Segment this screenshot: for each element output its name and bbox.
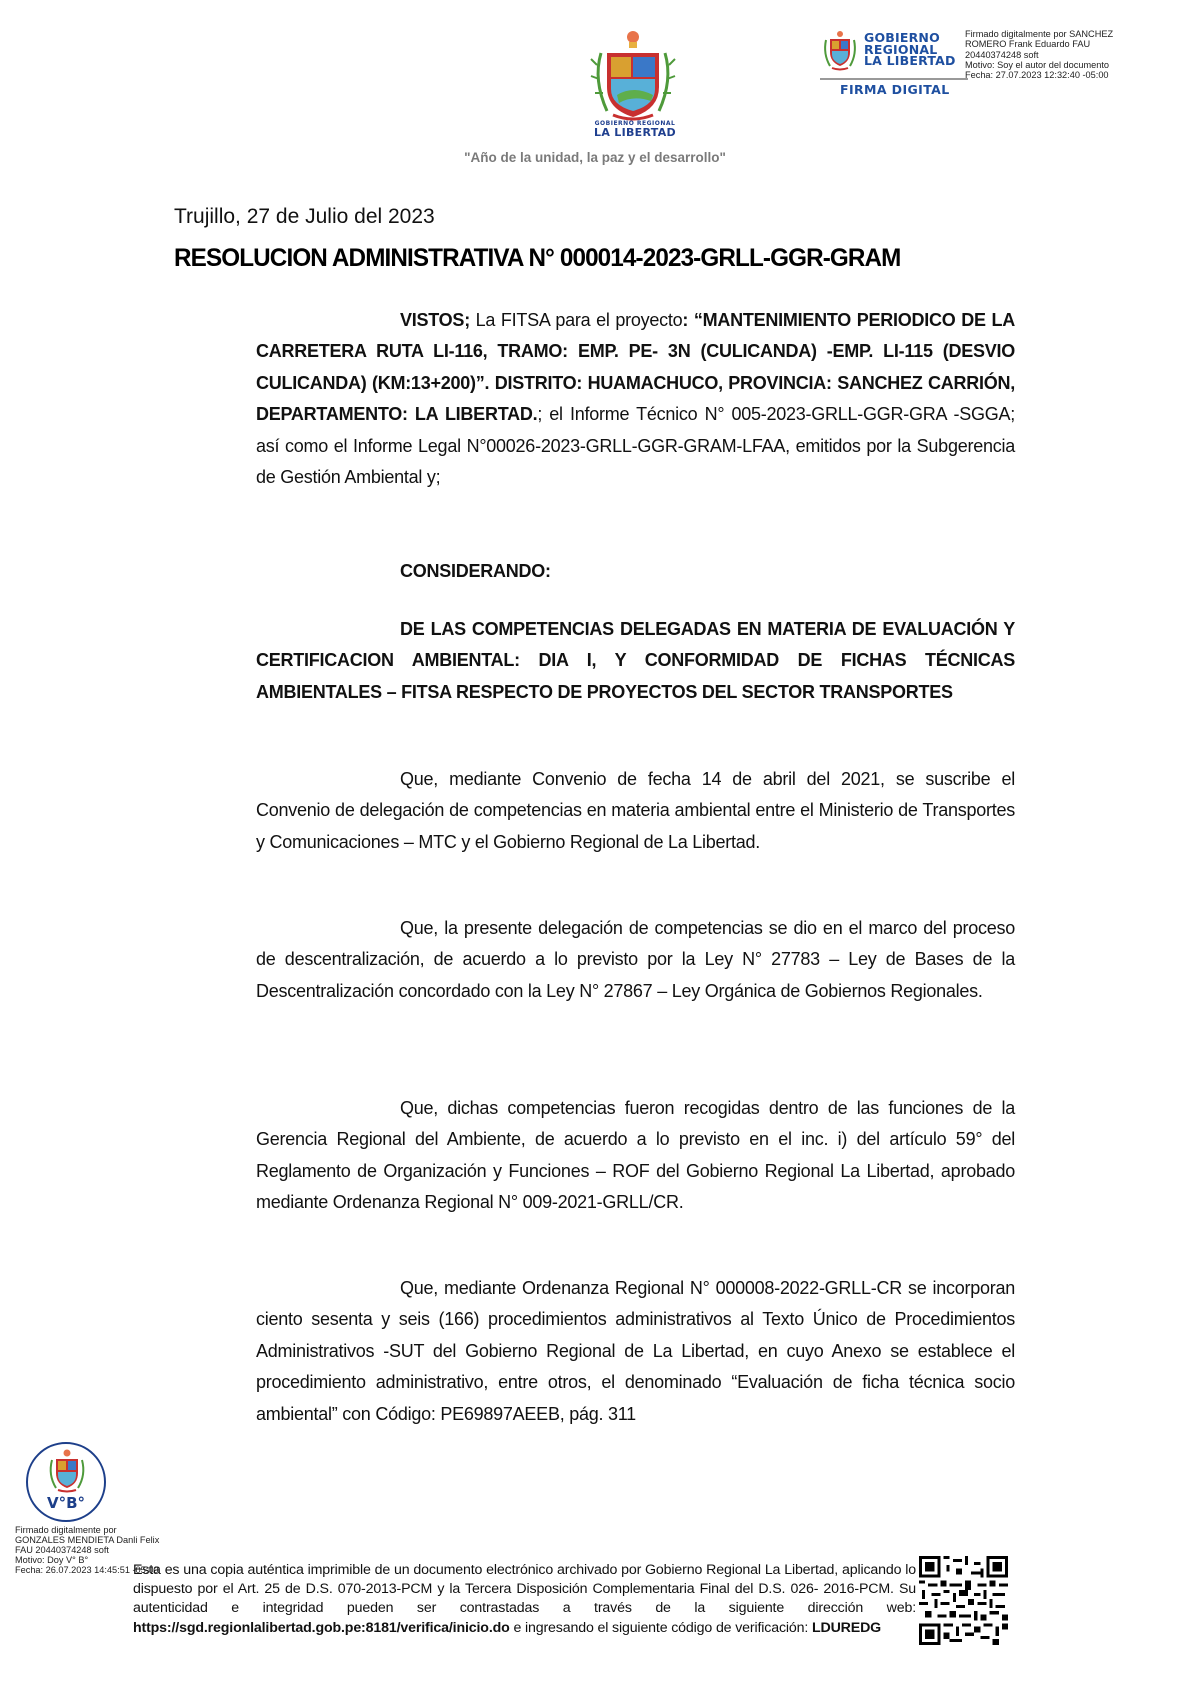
vistos-paragraph: VISTOS; La FITSA para el proyecto: “MANTENIMIENTO PERIODICO DE LA CARRETERA RUTA LI-116, TRAMO: EMP. PE- 3N (CULICANDA) -EMP. LI-115 (DESVIO CULICANDA) (KM:13+200)”. DISTRITO: HUAMACHUCO, PROVINCIA: SANCHEZ CARRIÓN, DEPARTAMENTO: LA LIBERTAD.; el Informe Técnico N° 005-2023-GRLL-GGR-GRA -SGGA; así como el Informe Legal N°00026-2023-GRLL-GGR-GRAM-LFAA, emitidos por la Subgerencia de Gestión Ambiental y; [256, 310, 1015, 488]
resolution-title: RESOLUCION ADMINISTRATIVA N° 000014-2023-GRLL-GGR-GRAM [174, 244, 901, 272]
considerando-heading: CONSIDERANDO: [400, 561, 551, 581]
coat-of-arms-icon [45, 1448, 89, 1494]
verification-url[interactable]: https://sgd.regionlalibertad.gob.pe:8181/verifica/inicio.do [133, 1619, 510, 1636]
crest-caption [570, 121, 700, 138]
paragraph: Que, mediante Ordenanza Regional N° 000008-2022-GRLL-CR se incorporan ciento sesenta y seis (166) procedimientos administrativos al Texto Único de Procedimientos Administrativos -SUT del Gobierno Regional de La Libertad, en cuyo Anexo se establece el procedimiento administrativo, entre otros, el denominado “Evaluación de ficha técnica socio ambiental” con Código: PE69897AEEB, pág. 311 [256, 1278, 1015, 1424]
place-and-date: Trujillo, 27 de Julio del 2023 [174, 205, 435, 228]
project-name: : “MANTENIMIENTO PERIODICO DE LA CARRETERA RUTA LI-116, TRAMO: EMP. PE- 3N (CULICANDA) -EMP. LI-115 (DESVIO CULICANDA) (KM:13+200)”. DISTRITO: HUAMACHUCO, PROVINCIA: SANCHEZ CARRIÓN, DEPARTAMENTO: LA LIBERTAD. [256, 310, 1015, 425]
firma-digital-logo [820, 28, 970, 96]
paragraph: Que, dichas competencias fueron recogidas dentro de las funciones de la Gerencia Regional del Ambiente, de acuerdo a lo previsto en el inc. i) del artículo 59° del Reglamento de Organización y Funciones – ROF del Gobierno Regional La Libertad, aprobado mediante Ordenanza Regional N° 009-2021-GRLL/CR. [256, 1098, 1015, 1213]
vobo-signature-stamp: Firmado digitalmente por GONZALES MENDIETA Danli Felix FAU 20440374248 soft Motivo: Doy V° B° Fecha: 26.07.2023 14:45:51 -05:00 [15, 1525, 160, 1575]
year-motto: "Año de la unidad, la paz y el desarrollo" [464, 150, 726, 165]
firma-digital-label: FIRMA DIGITAL [840, 82, 950, 97]
paragraph: Que, mediante Convenio de fecha 14 de abril del 2021, se suscribe el Convenio de delegación de competencias en materia ambiental entre el Ministerio de Transportes y Comunicaciones – MTC y el Gobierno Regional de La Libertad. [256, 769, 1015, 852]
regional-crest-logo [573, 25, 693, 135]
firma-logo-text: GOBIERNO REGIONAL LA LIBERTAD [864, 30, 956, 68]
qr-code-icon [919, 1556, 1008, 1645]
digital-signature-stamp: Firmado digitalmente por SANCHEZ ROMERO Frank Eduardo FAU 20440374248 soft Motivo: Soy el autor del documento Fecha: 27.07.2023 12:32:40 -05:00 [965, 29, 1114, 81]
coat-of-arms-icon [573, 25, 693, 125]
vistos-label: VISTOS; [400, 310, 470, 330]
crest-caption-small: GOBIERNO REGIONAL [594, 120, 676, 127]
competencias-heading: DE LAS COMPETENCIAS DELEGADAS EN MATERIA DE EVALUACIÓN Y CERTIFICACION AMBIENTAL: DIA I, Y CONFORMIDAD DE FICHAS TÉCNICAS AMBIENTALES – FITSA RESPECTO DE PROYECTOS DEL SECTOR TRANSPORTES [256, 619, 1015, 702]
verification-code: LDUREDG [811, 1619, 882, 1636]
authenticity-footer: Esta es una copia auténtica imprimible de un documento electrónico archivado por Gobierno Regional La Libertad, aplicando lo dispuesto por el Art. 25 de D.S. 070-2013-PCM y la Tercera Disposición Complementaria Final del D.S. 026- 2016-PCM. Su autenticidad e integridad pueden ser contrastadas a través de la siguiente dirección web: https://sgd.regionlalibertad.gob.pe:8181/verifica/inicio.do e ingresando el siguiente código de verificación: LDUREDG [133, 1562, 916, 1636]
coat-of-arms-icon [820, 30, 860, 72]
vobo-seal [26, 1442, 106, 1522]
paragraph: Que, la presente delegación de competencias se dio en el marco del proceso de descentralización, de acuerdo a lo previsto por la Ley N° 27783 – Ley de Bases de la Descentralización concordado con la Ley N° 27867 – Ley Orgánica de Gobiernos Regionales. [256, 918, 1015, 1001]
crest-caption-big: LA LIBERTAD [594, 126, 676, 139]
vobo-label: V°B° [46, 1494, 86, 1512]
firma-logo-divider [820, 78, 968, 80]
